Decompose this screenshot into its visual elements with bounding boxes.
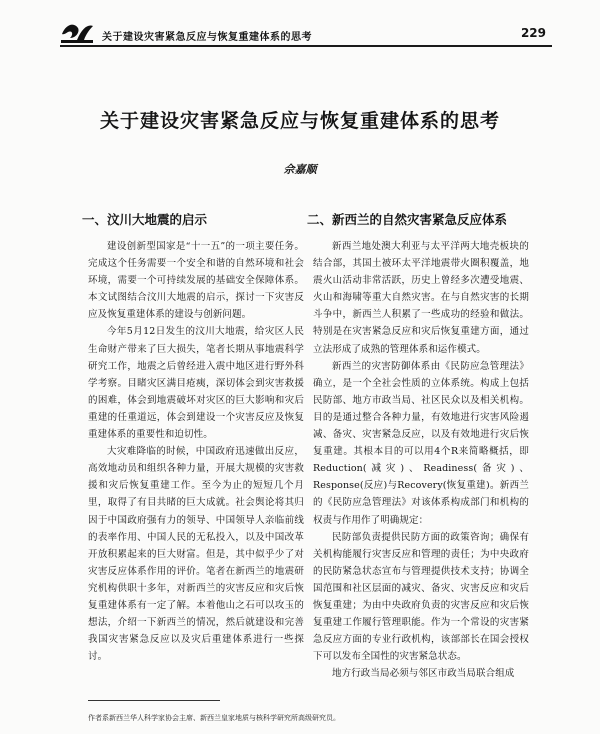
footnote-divider xyxy=(88,700,220,701)
page-header xyxy=(60,20,550,46)
left-column xyxy=(82,210,304,665)
right-column xyxy=(307,210,529,682)
section-heading: 一、汶川大地震的启示 xyxy=(82,212,208,227)
paragraph: 建设创新型国家是“十一五”的一项主要任务。完成这个任务需要一个安全和谐的自然环境和社会环境，需要一个可持续发展的基础安全保障体系。本文试图结合汶川大地震的启示，探讨一下灾害反应及恢复重建体系的建设与创新问题。 xyxy=(88,241,304,321)
paragraph: 新西兰的灾害防御体系由《民防应急管理法》确立，是一个全社会性质的立体系统。构成上包括民防部、地方市政当局、社区民众以及相关机构。目的是通过整合各种力量，有效地进行灾害风险遏减、备灾、灾害紧急反应，以及有效地进行灾后恢复重建。其根本目的可以用4个R来简略概括，即Reduction(减灾)、Readiness(备灾)、Response(反应)与Recovery(恢复重建)。新西兰的《民防应急管理法》对该体系构成部门和机构的权责与作用作了明确规定： xyxy=(313,360,529,526)
journal-logo-icon xyxy=(60,20,94,44)
article-title: 关于建设灾害紧急反应与恢复重建体系的思考 xyxy=(99,110,500,132)
header-divider xyxy=(60,45,552,47)
paragraph: 大灾难降临的时候，中国政府迅速做出反应，高效地动员和组织各种力量，开展大规模的灾害救援和灾后恢复重建工作。至今为止的短短几个月里，取得了有目共睹的巨大成就。社会舆论将其归因于中国政府强有力的领导、中国领导人亲临前线的表率作用、中国人民的无私投入，以及中国改革开放积累起来的巨大财富。但是，其中似乎少了对灾害反应体系作用的评价。笔者在新西兰的地震研究机构供职十多年，对新西兰的灾害反应和灾后恢复重建体系有一定了解。本着他山之石可以攻玉的想法，介绍一下新西兰的情况，然后就建设和完善我国灾害紧急反应以及灾后重建体系进行一些探讨。 xyxy=(88,446,304,663)
footnote: 作者系新西兰华人科学家协会主席、新西兰皇家地质与核科学研究所高级研究员。 xyxy=(88,714,340,722)
paragraph: 民防部负责提供民防方面的政策咨询；确保有关机构能履行灾害反应和管理的责任；为中央政府的民防紧急状态宣布与管理提供技术支持；协调全国范围和社区层面的减灾、备灾、灾害反应和灾后恢复重建；为由中央政府负责的灾害反应和灾后恢复重建工作履行管理职能。作为一个常设的灾害紧急反应方面的专业行政机构，该部部长在国会授权下可以发布全国性的灾害紧急状态。 xyxy=(313,531,529,663)
paragraph: 新西兰地处澳大利亚与太平洋两大地壳板块的结合部，其国土被环太平洋地震带火圈积覆盖，地震火山活动非常活跃，历史上曾经多次遭受地震、火山和海啸等重大自然灾害。在与自然灾害的长期斗争中，新西兰人积累了一些成功的经验和做法。特别是在灾害紧急反应和灾后恢复重建方面，通过立法形成了成熟的管理体系和运作模式。 xyxy=(313,241,529,355)
page-number: 229 xyxy=(520,26,546,40)
paragraph: 地方行政当局必须与邻区市政当局联合组成 xyxy=(332,668,515,680)
article-author: 佘嘉顺 xyxy=(283,163,317,176)
section-heading: 二、新西兰的自然灾害紧急反应体系 xyxy=(307,212,508,227)
paragraph: 今年5月12日发生的汶川大地震，给灾区人民生命财产带来了巨大损失，笔者长期从事地震科学研究工作，地震之后曾经进入震中地区进行野外科学考察。目睹灾区满目疮痍，深切体会到灾害救援的困难，体会到地震破坏对灾区的巨大影响和灾后重建的任重道远，体会到建设一个灾害反应及恢复重建体系的重要性和迫切性。 xyxy=(88,326,304,441)
running-title: 关于建设灾害紧急反应与恢复重建体系的思考 xyxy=(102,32,312,43)
